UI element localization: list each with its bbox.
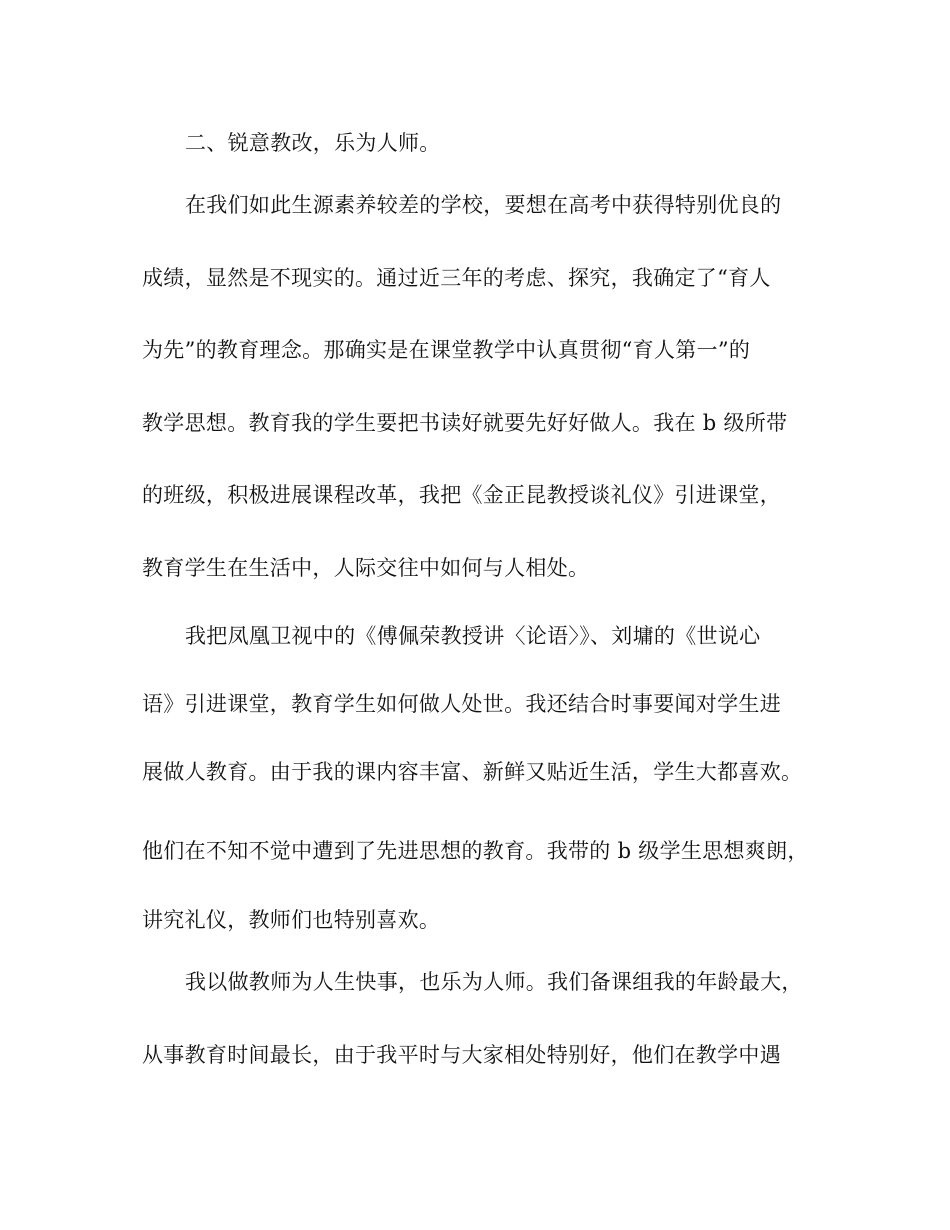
paragraph-line: 他们在不知不觉中遭到了先进思想的教育。我带的 b 级学生思想爽朗， — [142, 839, 809, 863]
paragraph-line: 教学思想。教育我的学生要把书读好就要先好好做人。我在 b 级所带 — [142, 411, 788, 435]
paragraph-line: 我把凤凰卫视中的《傅佩荣教授讲〈论语〉》、刘墉的《世说心 — [185, 624, 761, 648]
paragraph-line: 成绩，显然是不现实的。通过近三年的考虑、探究，我确定了“育人 — [142, 266, 771, 290]
paragraph-line: 语》引进课堂，教育学生如何做人处世。我还结合时事要闻对学生进 — [142, 692, 781, 716]
paragraph-line: 从事教育时间最长，由于我平时与大家相处特别好，他们在教学中遇 — [142, 1043, 781, 1067]
paragraph-line: 的班级，积极进展课程改革，我把《金正昆教授谈礼仪》引进课堂， — [142, 483, 781, 507]
section-heading: 二、锐意教改，乐为人师。 — [185, 131, 441, 155]
paragraph-line: 为先”的教育理念。那确实是在课堂教学中认真贯彻“育人第一”的 — [142, 338, 751, 362]
paragraph-line: 展做人教育。由于我的课内容丰富、新鲜又贴近生活，学生大都喜欢。 — [142, 760, 803, 784]
paragraph-line: 在我们如此生源素养较差的学校，要想在高考中获得特别优良的 — [185, 193, 782, 217]
paragraph-line: 教育学生在生活中，人际交往中如何与人相处。 — [142, 556, 590, 580]
paragraph-line: 我以做教师为人生快事，也乐为人师。我们备课组我的年龄最大， — [185, 970, 803, 994]
paragraph-line: 讲究礼仪，教师们也特别喜欢。 — [142, 908, 441, 932]
